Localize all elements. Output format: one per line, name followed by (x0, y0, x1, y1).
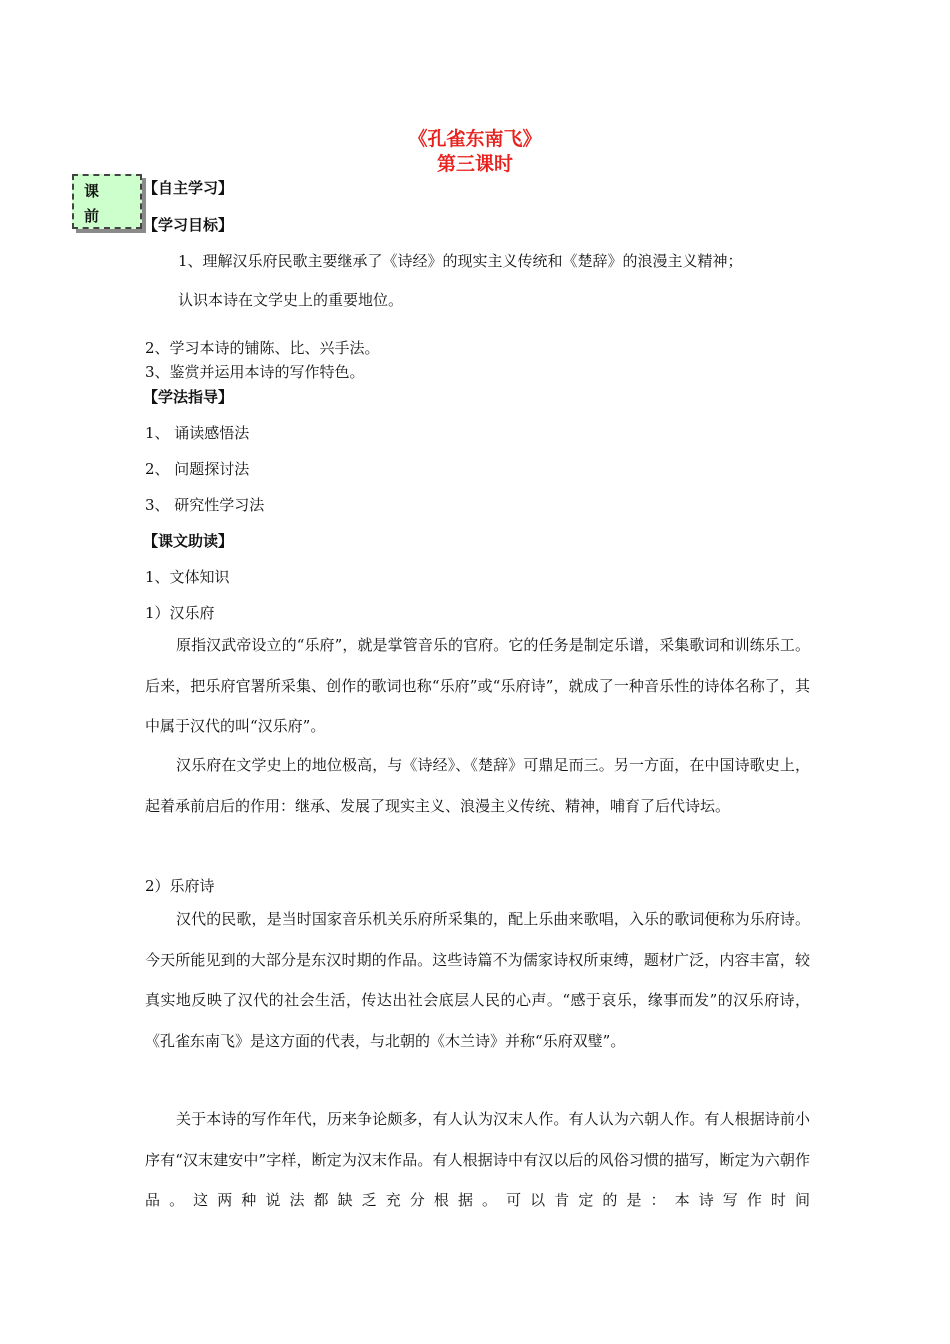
method-1: 1、 诵读感悟法 (145, 424, 250, 442)
heading-goals: 【学习目标】 (143, 216, 234, 234)
subsection-han-yuefu: 1）汉乐府 (145, 604, 215, 622)
paragraph-yuefu-poetry: 汉代的民歌，是当时国家音乐机关乐府所采集的，配上乐曲来歌唱，入乐的歌词便称为乐府诗。今天所能见到的大部分是东汉时期的作品。这些诗篇不为儒家诗权所束缚，题材广泛，内容丰富，较真实地反映了汉代的社会生活，传达出社会底层人民的心声。“感于哀乐，缘事而发”的汉乐府诗，《孔雀东南飞》是这方面的代表，与北朝的《木兰诗》并称“乐府双璧”。 (145, 910, 810, 1050)
section-genre-knowledge: 1、文体知识 (145, 568, 230, 586)
goal-1-line-1: 1、理解汉乐府民歌主要继承了《诗经》的现实主义传统和《楚辞》的浪漫主义精神； (178, 252, 743, 270)
section-badge (72, 174, 142, 229)
paragraph-yuefu-status: 汉乐府在文学史上的地位极高，与《诗经》、《楚辞》可鼎足而三。另一方面，在中国诗歌史上，起着承前启后的作用：继承、发展了现实主义、浪漫主义传统、精神，哺育了后代诗坛。 (145, 756, 810, 815)
method-2: 2、 问题探讨法 (145, 460, 250, 478)
heading-self-study: 【自主学习】 (143, 179, 234, 197)
goal-3: 3、鉴赏并运用本诗的写作特色。 (145, 363, 365, 381)
document-subtitle: 第三课时 (436, 153, 513, 175)
heading-reading: 【课文助读】 (143, 532, 234, 550)
paragraph-yuefu-origin: 原指汉武帝设立的“乐府”，就是掌管音乐的官府。它的任务是制定乐谱，采集歌词和训练乐工。后来，把乐府官署所采集、创作的歌词也称“乐府”或“乐府诗”，就成了一种音乐性的诗体名称了，其中属于汉代的叫“汉乐府”。 (145, 636, 810, 735)
subsection-yuefu-poetry: 2）乐府诗 (145, 877, 215, 895)
badge-char-1: 课 (84, 182, 100, 200)
document-title: 《孔雀东南飞》 (408, 128, 542, 150)
goal-2: 2、学习本诗的铺陈、比、兴手法。 (145, 339, 380, 357)
goal-1-line-2: 认识本诗在文学史上的重要地位。 (178, 291, 404, 309)
paragraph-writing-era: 关于本诗的写作年代，历来争论颇多，有人认为汉末人作。有人认为六朝人作。有人根据诗前小序有“汉末建安中”字样，断定为汉末作品。有人根据诗中有汉以后的风俗习惯的描写，断定为六朝作品。这两种说法都缺乏充分根据。可以肯定的是：本诗写作时间 (145, 1110, 810, 1209)
method-3: 3、 研究性学习法 (145, 496, 265, 514)
badge-char-2: 前 (84, 207, 100, 225)
heading-method: 【学法指导】 (143, 388, 234, 406)
